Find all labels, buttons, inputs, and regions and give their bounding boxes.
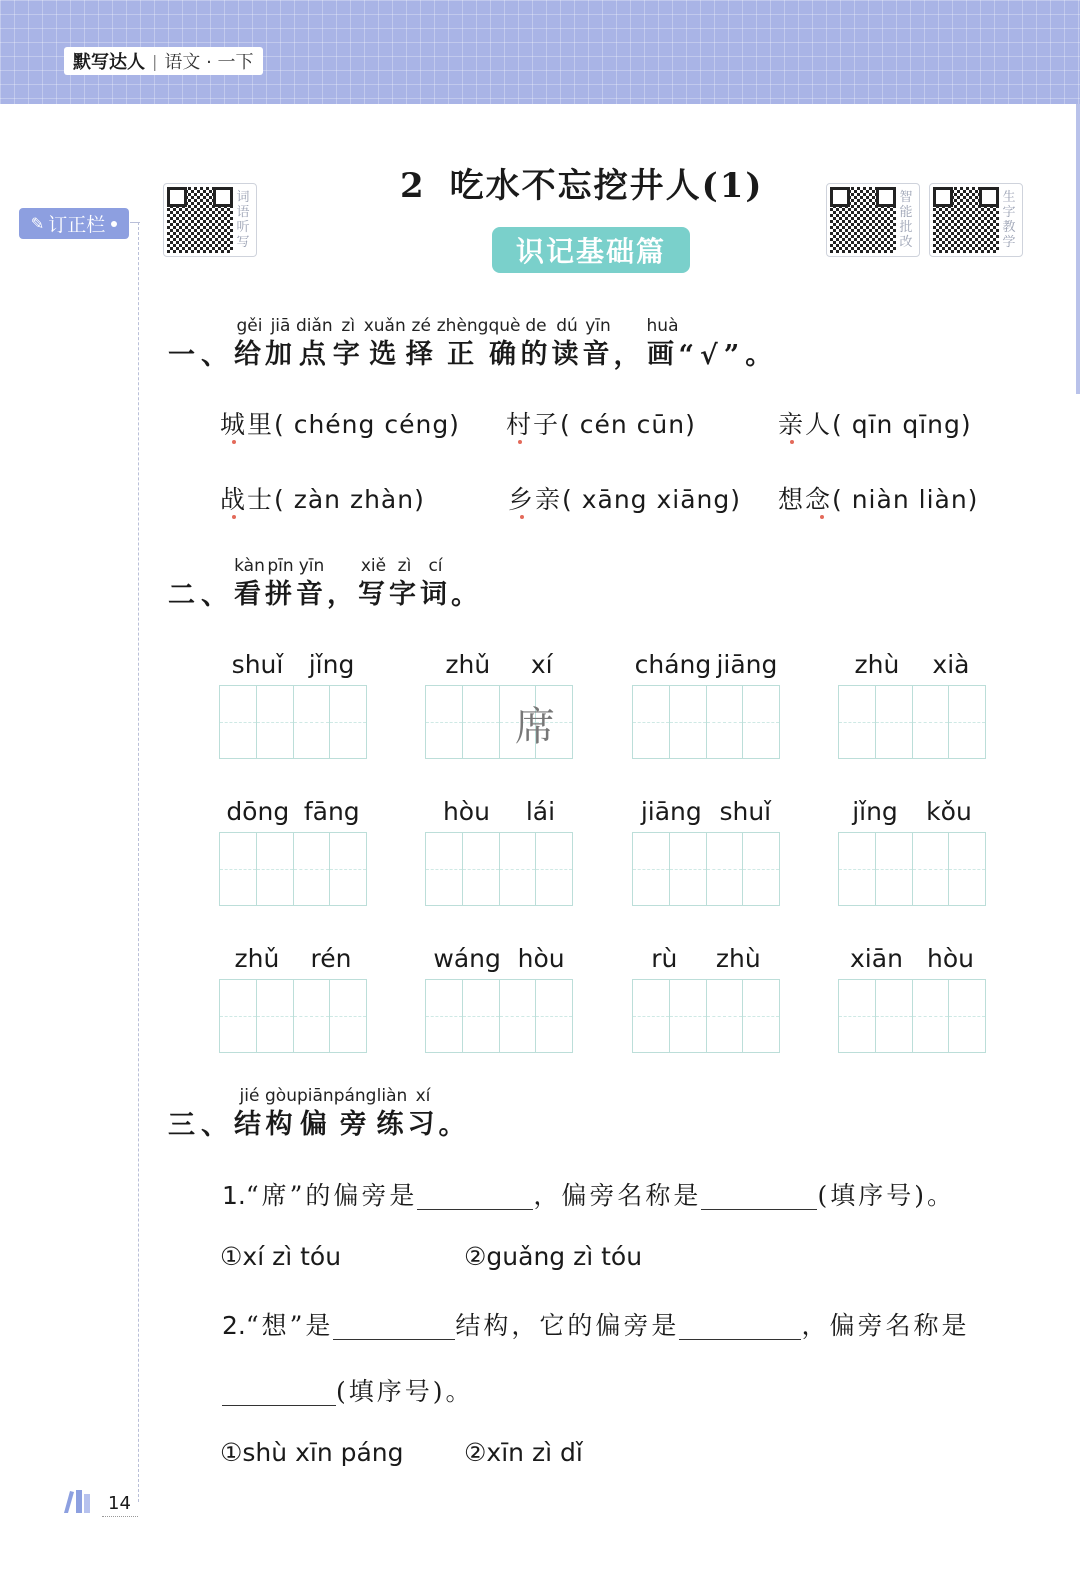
word-pinyin [632,792,780,832]
grid-cell[interactable] [463,980,500,1052]
grid-cell[interactable] [294,686,331,758]
syllable: shuǐ [231,650,284,679]
char-pinyin: gěi [236,316,263,336]
char-hanzi: ， [327,579,358,610]
heading-char [296,554,327,612]
heading-char [296,314,333,372]
q2-text-c: ，偏旁名称是 [801,1311,970,1340]
char-hanzi: 拼 [265,579,296,610]
syllable: jǐng [852,797,898,826]
section2-title-chars [234,556,451,610]
grid-cell[interactable] [839,980,876,1052]
pronunciation-item [220,405,460,441]
dot-icon [111,221,117,227]
word-writing-card [632,939,780,1053]
emphasis-dot [820,515,824,519]
qr-label: 智能批改 [899,190,913,250]
item-options[interactable]: ( niàn liàn) [832,485,979,514]
grid-cell[interactable] [463,833,500,905]
char-pinyin: diǎn [296,316,333,336]
pronunciation-item [220,480,425,516]
grid-cell[interactable] [633,686,670,758]
grid-cell[interactable] [670,686,707,758]
item-word: 城里 [220,410,275,439]
qr-character-teaching[interactable] [929,183,1023,257]
syllable: hòu [517,944,565,973]
lesson-number: 2 [400,166,426,206]
q2-blank-radical[interactable] [679,1315,801,1340]
syllable: jiāng [640,797,702,826]
book-subject: 语文 · 一下 [164,52,254,73]
section1-title-chars [234,316,647,371]
item-word: 想念 [778,485,833,514]
grid-cell[interactable] [839,833,876,905]
item-word: 乡亲 [508,485,563,514]
grid-cell[interactable] [220,980,257,1052]
pencil-icon: ✎ [30,214,45,233]
grid-cell[interactable] [839,686,876,758]
char-pinyin: pīn [267,556,294,576]
book-brand: 默写达人 [73,52,145,73]
qr-smart-grading[interactable] [826,183,920,257]
char-hanzi: 给 [234,339,265,370]
grid-cell[interactable] [670,980,707,1052]
lesson-name: 吃水不忘挖井人(1) [449,166,764,206]
char-pinyin: zì [341,316,356,336]
char-pinyin: zé [411,316,431,336]
word-pinyin [425,939,573,979]
correction-column-tab [19,208,129,239]
q1-blank-radical[interactable] [417,1185,533,1210]
heading-comma: ， [613,340,647,371]
heading-char [234,1084,265,1142]
char-pinyin: xí [415,1086,431,1106]
word-pinyin [632,645,780,685]
char-pinyin: xuǎn [363,316,406,336]
grid-cell[interactable] [220,686,257,758]
char-hanzi: 习 [407,1109,439,1140]
syllable: zhǔ [445,650,491,679]
prefilled-character: 席 [515,704,555,750]
section2-tail: 。 [451,580,484,611]
grid-cell[interactable] [633,980,670,1052]
syllable: jiāng [716,650,778,679]
grid-cell[interactable] [330,980,366,1052]
word-writing-card [425,792,573,906]
q2-text-b: 结构，它的偏旁是 [455,1311,680,1340]
char-pinyin: piān [296,1086,334,1106]
qr-label: 生字教学 [1002,190,1016,250]
pronunciation-item [508,480,741,516]
char-hanzi: 确 [489,339,520,370]
question-2-cont [222,1372,474,1408]
grid-cell[interactable] [707,980,744,1052]
q2-blank-structure[interactable] [333,1315,455,1340]
question-1 [222,1176,955,1212]
grid-cell[interactable] [743,833,779,905]
syllable: xí [530,650,553,679]
grid-cell[interactable] [426,980,463,1052]
tian-zi-grid [219,832,367,906]
char-pinyin: zhèng [436,316,489,336]
grid-cell[interactable] [743,980,779,1052]
char-hanzi: 音 [582,339,614,370]
emphasis-dot [790,440,794,444]
grid-cell[interactable] [500,833,537,905]
q2-text-a: “想”是 [245,1311,334,1340]
page-edge-strip [1076,104,1080,394]
heading-char [234,554,265,612]
char-hanzi: 选 [369,339,401,370]
char-hanzi: 字 [389,579,420,610]
heading-char [407,1084,438,1142]
heading-char [364,314,406,372]
grid-cell[interactable] [500,980,537,1052]
section3-tail: 。 [438,1110,472,1141]
word-pinyin [425,645,573,685]
char-hanzi: 字 [332,339,364,370]
heading-char [265,554,296,612]
char-hanzi: 旁 [339,1109,371,1140]
item-options[interactable]: ( zàn zhàn) [274,485,425,514]
word-writing-card [632,792,780,906]
heading-char [376,1084,407,1142]
char-hanzi: 构 [265,1109,297,1140]
syllable: wáng [433,944,501,973]
grid-cell[interactable] [257,833,294,905]
emphasis-dot [518,440,522,444]
grid-cell[interactable] [330,833,366,905]
heading-char [333,314,364,372]
char-hanzi: 的 [520,339,552,370]
tian-zi-grid [425,979,573,1053]
pronunciation-item [506,405,696,441]
q2-text-d: (填序号)。 [336,1377,474,1406]
lesson-title [400,158,764,207]
grid-cell[interactable] [536,833,572,905]
emphasis-dot [520,515,524,519]
tian-zi-grid [219,979,367,1053]
heading-char: huà 画 [646,316,679,370]
char-pinyin: jié [239,1086,260,1106]
qr-dictation[interactable] [163,183,257,257]
item-options[interactable]: ( xāng xiāng) [562,485,742,514]
tian-zi-grid [632,685,780,759]
heading-char [420,554,451,612]
word-pinyin [838,645,986,685]
pronunciation-item [778,480,978,516]
q1-text-a: “席”的偏旁是 [245,1181,418,1210]
word-pinyin [632,939,780,979]
page-number: 14 [108,1493,131,1514]
section1-heading [168,314,778,372]
heading-char [437,314,489,372]
word-pinyin [219,939,367,979]
section3-prefix: 三、 [168,1110,234,1141]
heading-char [297,1084,334,1142]
emphasis-dot [232,515,236,519]
margin-dashed-line [138,222,139,1502]
char-hanzi: 点 [298,339,330,370]
char-hanzi: 正 [447,339,479,370]
heading-char [389,554,420,612]
item-options[interactable]: ( qīn qīng) [832,410,972,439]
pronunciation-item [778,405,972,441]
q2-blank-name[interactable] [222,1381,336,1406]
word-writing-card [219,939,367,1053]
heading-char [327,554,358,612]
qr-label: 词语听写 [236,190,250,250]
grid-cell[interactable] [330,686,366,758]
page-number-underline [102,1516,138,1517]
word-writing-card [219,645,367,759]
char-pinyin: gòu [265,1086,297,1106]
section1-tail: “√”。 [678,340,779,371]
grid-cell[interactable] [913,833,950,905]
char-pinyin: què [488,316,521,336]
syllable: cháng [634,650,712,679]
grid-cell[interactable] [949,686,985,758]
grid-cell[interactable] [426,833,463,905]
heading-char [265,314,296,372]
syllable: zhù [854,650,900,679]
grid-cell[interactable] [876,980,913,1052]
char-hanzi: 偏 [299,1109,331,1140]
section3-heading [168,1084,471,1142]
tian-zi-grid [632,979,780,1053]
word-writing-card [425,939,573,1053]
tian-zi-grid [838,685,986,759]
heading-char [552,314,583,372]
word-pinyin [838,792,986,832]
grid-cell[interactable] [294,833,331,905]
q2-choice-1[interactable]: ①shù xīn páng [220,1438,404,1467]
tian-zi-grid [219,685,367,759]
grid-cell[interactable] [633,833,670,905]
heading-char [358,554,389,612]
item-options[interactable]: ( cén cūn) [560,410,696,439]
grid-cell[interactable] [913,980,950,1052]
emphasis-dot [232,440,236,444]
char-pinyin: yīn [585,316,611,336]
section2-prefix: 二、 [168,580,234,611]
q1-choice-2[interactable]: ②guǎng zì tóu [464,1242,643,1271]
char-hanzi: 读 [551,339,583,370]
syllable: hòu [442,797,490,826]
q2-number: 2. [222,1311,246,1340]
heading-char [234,314,265,372]
char-hanzi: 写 [358,579,389,610]
grid-cell[interactable] [670,833,707,905]
heading-char [521,314,552,372]
correction-label: 订正栏 [48,214,106,236]
q1-choice-1[interactable]: ①xí zì tóu [220,1242,342,1271]
grid-cell[interactable] [463,686,500,758]
syllable: kǒu [926,797,972,826]
q1-text-b: ，偏旁名称是 [533,1181,702,1210]
item-word: 村子 [506,410,561,439]
word-writing-card [632,645,780,759]
tag-separator: | [152,51,158,71]
tian-zi-grid [838,832,986,906]
tian-zi-grid [425,832,573,906]
heading-char [265,1084,297,1142]
section-badge: 识记基础篇 [492,227,690,273]
heading-char [583,314,614,372]
syllable: rù [651,944,678,973]
question-2 [222,1306,969,1342]
char-hanzi: 择 [405,339,437,370]
grid-cell[interactable] [913,686,950,758]
grid-cell[interactable] [876,686,913,758]
char-hanzi: 音 [296,579,327,610]
char-pinyin: kàn [234,556,265,576]
word-writing-card [838,645,986,759]
grid-cell[interactable] [743,686,779,758]
item-options[interactable]: ( chéng céng) [274,410,460,439]
item-word: 战士 [220,485,275,514]
syllable: fāng [303,797,360,826]
word-pinyin [425,792,573,832]
section1-prefix: 一、 [168,340,234,371]
char-hanzi: 词 [420,579,451,610]
tian-zi-grid [632,832,780,906]
grid-cell[interactable] [536,980,572,1052]
char-pinyin: dú [556,316,578,336]
char-pinyin: liàn [376,1086,408,1106]
syllable: jǐng [308,650,355,679]
char-pinyin: zì [397,556,412,576]
grid-cell[interactable] [426,686,463,758]
section2-heading [168,554,484,612]
char-hanzi: 看 [234,579,265,610]
syllable: dōng [226,797,290,826]
syllable: zhù [715,944,761,973]
qr-code-icon [933,187,999,253]
q1-blank-name[interactable] [701,1185,817,1210]
qr-code-icon [830,187,896,253]
book-series-tag [64,47,263,75]
syllable: hòu [926,944,974,973]
tian-zi-grid [838,979,986,1053]
syllable: lái [525,797,556,826]
char-pinyin: yīn [298,556,325,576]
word-writing-card [425,645,573,759]
syllable: xià [932,650,970,679]
char-pinyin: xiě [360,556,387,576]
syllable: zhǔ [234,944,280,973]
section3-title-chars [234,1086,439,1140]
char-hanzi: 加 [265,339,296,370]
char-pinyin: de [525,316,547,336]
heading-char [406,314,437,372]
char-pinyin: cí [428,556,443,576]
grid-cell[interactable] [294,980,331,1052]
grid-cell[interactable] [707,686,744,758]
char-pinyin: páng [333,1086,377,1106]
grid-cell[interactable] [876,833,913,905]
char-pinyin: jiā [270,316,291,336]
syllable: shuǐ [719,797,772,826]
char-hanzi: 结 [234,1109,265,1140]
word-writing-card [219,792,367,906]
grid-cell[interactable] [949,833,985,905]
word-pinyin [219,792,367,832]
grid-cell[interactable] [707,833,744,905]
grid-cell[interactable] [257,980,294,1052]
item-word: 亲人 [778,410,833,439]
word-writing-card [838,792,986,906]
grid-cell[interactable] [220,833,257,905]
word-pinyin [219,645,367,685]
q1-number: 1. [222,1181,246,1210]
word-pinyin [838,939,986,979]
heading-char [488,314,520,372]
q2-choice-2[interactable]: ②xīn zì dǐ [464,1438,583,1467]
char-hanzi: 练 [376,1109,408,1140]
q1-text-c: (填序号)。 [817,1181,955,1210]
word-writing-card [838,939,986,1053]
grid-cell[interactable] [949,980,985,1052]
books-icon [62,1486,96,1514]
qr-code-icon [167,187,233,253]
grid-cell[interactable] [257,686,294,758]
syllable: xiān [850,944,903,973]
syllable: rén [310,944,352,973]
heading-char [334,1084,377,1142]
